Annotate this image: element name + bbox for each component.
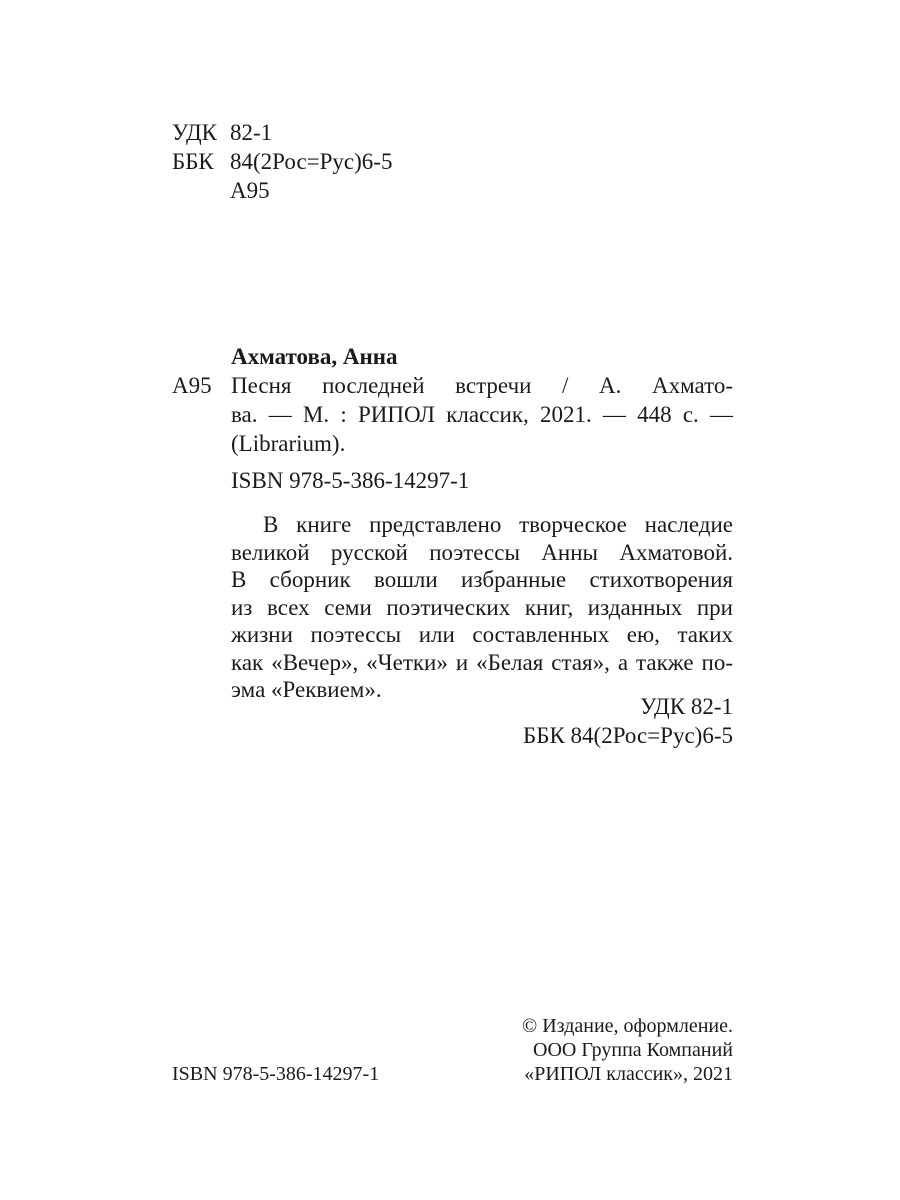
annotation-line: В сборник вошли избранные стихотворения (231, 567, 733, 592)
bbk-value: 84(2Рос=Рус)6-5 (230, 149, 393, 174)
card-classification-codes (431, 692, 733, 750)
description-line: (Librarium). (231, 431, 346, 456)
card-description (231, 371, 733, 458)
card-author-mark: А95 (172, 373, 212, 398)
udk-value: 82-1 (230, 120, 273, 145)
copyright-line: «РИПОЛ классик», 2021 (524, 1063, 733, 1085)
card-bbk: ББК 84(2Рос=Рус)6-5 (523, 723, 733, 748)
annotation-line: из всех семи поэтических книг, изданных при (231, 594, 733, 620)
annotation-line: жизни поэтессы или составленных ею, таких (231, 622, 733, 647)
bbk-label: ББК (172, 149, 214, 174)
author-mark: А95 (230, 178, 270, 203)
annotation-line: великой русской поэтессы Анны Ахматовой. (231, 539, 733, 565)
copyright-notice (431, 1014, 733, 1086)
card-annotation (231, 511, 733, 704)
classification-codes (172, 118, 392, 205)
description-line: Песня последней встречи / А. Ахмато- (231, 373, 733, 398)
description-line: ва. — М. : РИПОЛ классик, 2021. — 448 с. — (231, 402, 733, 427)
annotation-line: как «Вечер», «Четки» и «Белая стая», а также по- (231, 649, 733, 675)
card-author: Ахматова, Анна (231, 344, 398, 369)
card-isbn: ISBN 978-5-386-14297-1 (231, 468, 470, 493)
copyright-line: ООО Группа Компаний (533, 1039, 733, 1061)
udk-row (172, 118, 392, 147)
bbk-row (172, 147, 392, 176)
author-mark-row (172, 176, 392, 205)
card-udk: УДК 82-1 (640, 694, 733, 719)
footer-isbn: ISBN 978-5-386-14297-1 (172, 1063, 380, 1085)
annotation-line: эма «Реквием». (231, 677, 382, 702)
copyright-line: © Издание, оформление. (522, 1015, 733, 1037)
annotation-line: В книге представлено творческое наследие (263, 512, 733, 537)
udk-label: УДК (172, 120, 217, 145)
